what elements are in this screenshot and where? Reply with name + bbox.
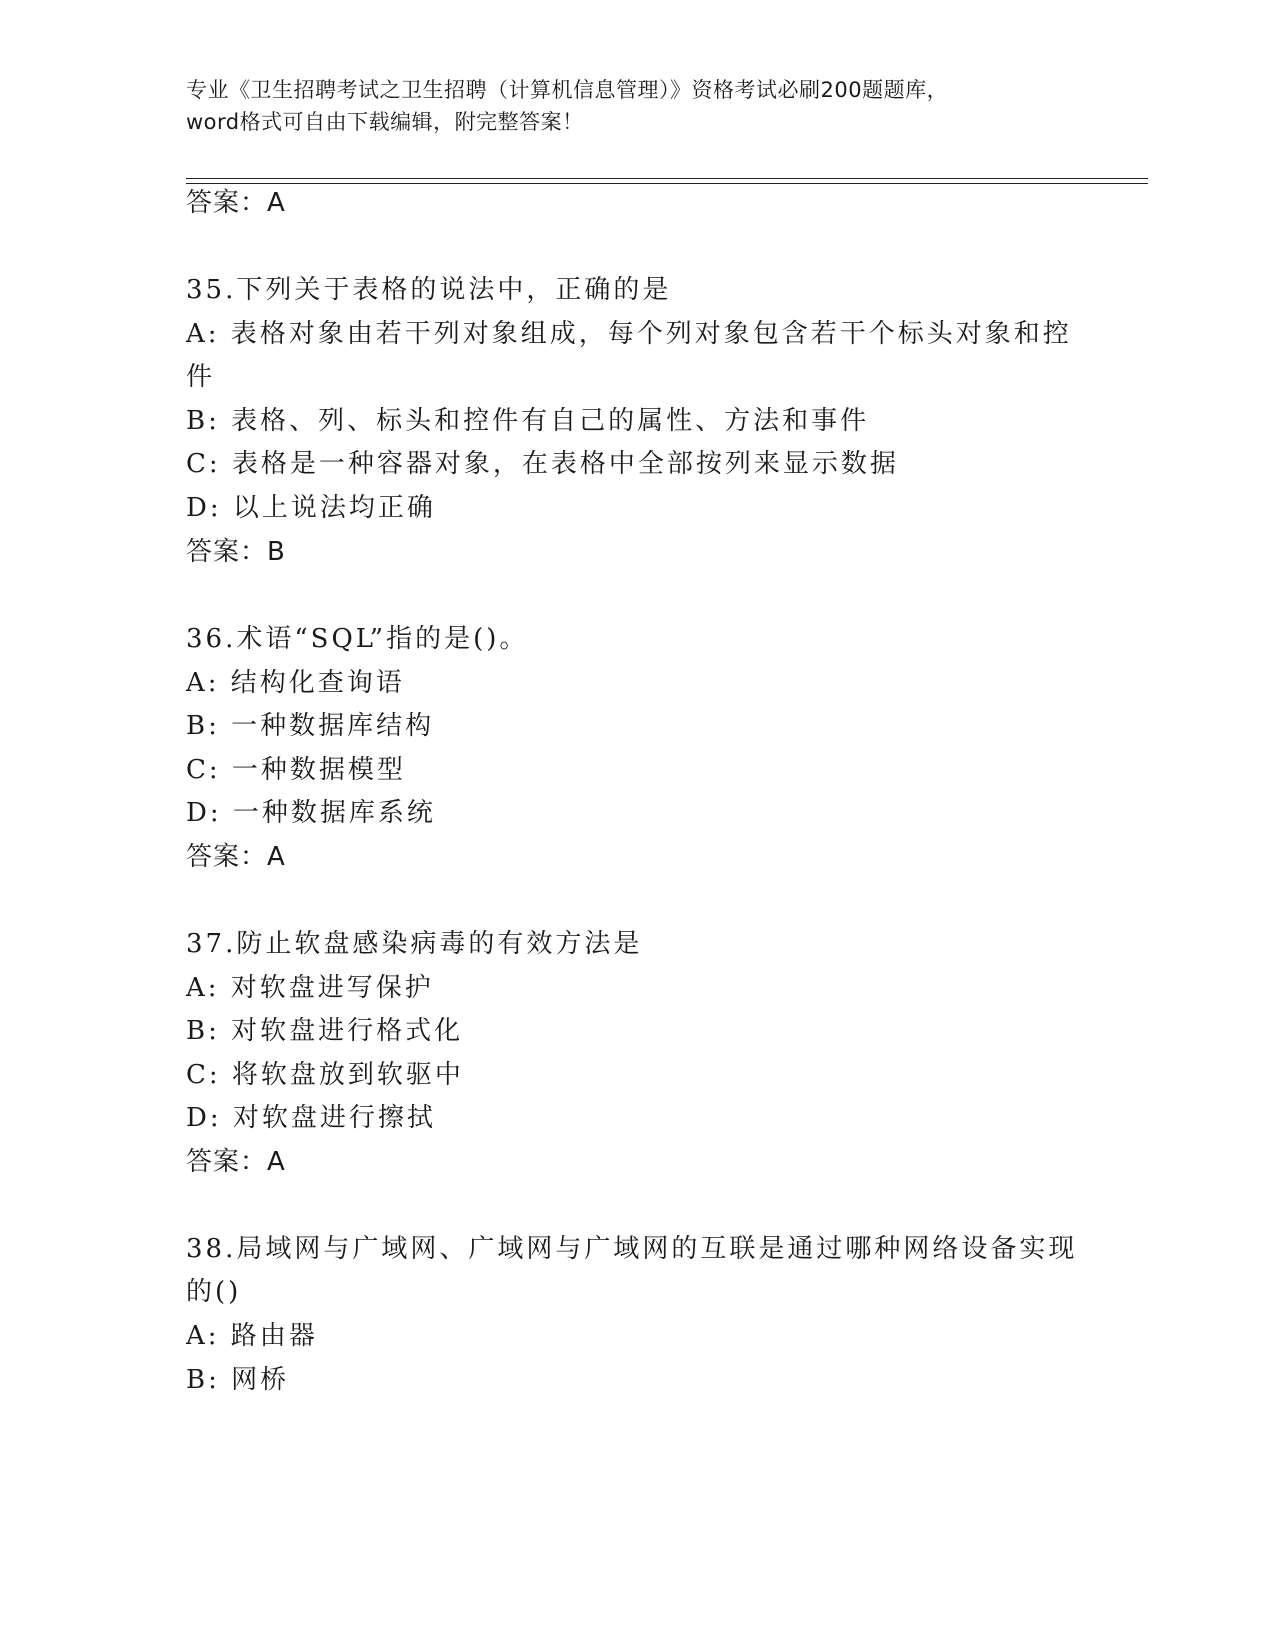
option-d: D: 对软盘进行擦拭 (186, 1103, 436, 1133)
header-title-line-2: word格式可自由下载编辑，附完整答案！ (186, 110, 584, 134)
answer-line: 答案：A (186, 1147, 286, 1177)
option-b: B: 网桥 (186, 1365, 290, 1395)
option-a: A: 结构化查询语 (186, 668, 405, 698)
option-d: D: 一种数据库系统 (186, 798, 436, 828)
question-stem: 35.下列关于表格的说法中，正确的是 (186, 275, 672, 305)
question-stem-continued: 的() (186, 1277, 242, 1307)
option-b: B: 表格、列、标头和控件有自己的属性、方法和事件 (186, 406, 870, 436)
option-a: A: 表格对象由若干列对象组成，每个列对象包含若干个标头对象和控 (186, 319, 1072, 349)
question-stem: 36.术语“SQL”指的是()。 (186, 624, 529, 654)
option-a-continued: 件 (186, 362, 216, 392)
option-c: C: 将软盘放到软驱中 (186, 1060, 464, 1090)
answer-line: 答案：A (186, 842, 286, 872)
option-a: A: 路由器 (186, 1321, 318, 1351)
document-header (186, 74, 1086, 138)
answer-line: 答案：A (186, 188, 286, 218)
option-c: C: 表格是一种容器对象，在表格中全部按列来显示数据 (186, 449, 899, 479)
option-b: B: 一种数据库结构 (186, 711, 435, 741)
header-divider-top (186, 178, 1148, 179)
header-divider-bottom (186, 183, 1148, 184)
answer-line: 答案：B (186, 537, 286, 567)
option-b: B: 对软盘进行格式化 (186, 1016, 464, 1046)
option-a: A: 对软盘进写保护 (186, 973, 434, 1003)
header-title-line-1: 专业《卫生招聘考试之卫生招聘（计算机信息管理）》资格考试必刷200题题库， (186, 78, 949, 102)
option-d: D: 以上说法均正确 (186, 493, 436, 523)
option-c: C: 一种数据模型 (186, 755, 406, 785)
question-stem: 37.防止软盘感染病毒的有效方法是 (186, 929, 643, 959)
question-stem: 38.局域网与广域网、广域网与广域网的互联是通过哪种网络设备实现 (186, 1234, 1078, 1264)
